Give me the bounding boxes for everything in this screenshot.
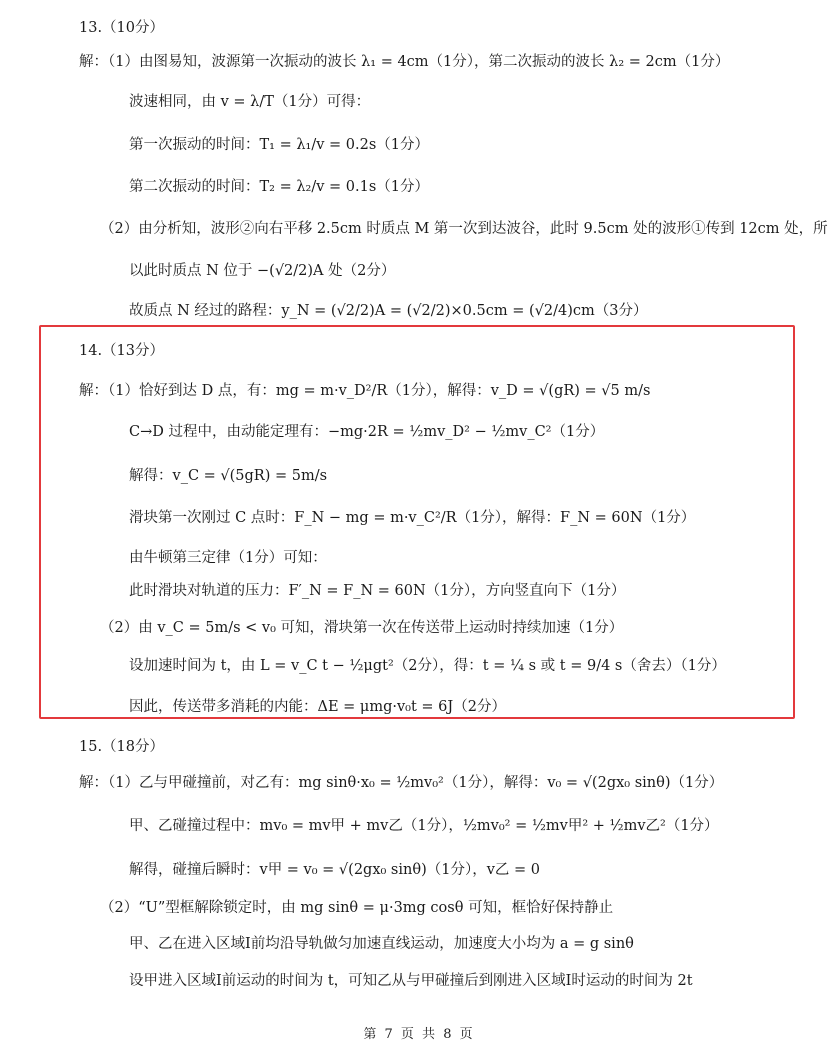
q14-line-6: 此时滑块对轨道的压力：F′_N = F_N = 60N（1分），方向竖直向下（1分） — [129, 583, 626, 599]
q13-line-2: 波速相同，由 v = λ/T（1分）可得： — [129, 94, 371, 110]
q14-line-2: C→D 过程中，由动能定理有：−mg·2R = ½mv_D² − ½mv_C²（1分） — [129, 424, 605, 440]
q15-header: 15.（18分） — [79, 739, 165, 755]
q14-line-3: 解得：v_C = √(5gR) = 5m/s — [129, 468, 328, 484]
q15-line-3: 解得，碰撞后瞬时：v甲 = v₀ = √(2gx₀ sinθ)（1分），v乙 = 0 — [129, 862, 540, 878]
q13-line-1: 解：（1）由图易知，波源第一次振动的波长 λ₁ = 4cm（1分），第二次振动的波长 λ₂ = 2cm（1分） — [79, 54, 730, 70]
q13-line-5: （2）由分析知，波形②向右平移 2.5cm 时质点 M 第一次到达波谷，此时 9.5cm 处的波形①传到 12cm 处，所 — [100, 221, 828, 237]
q14-line-4: 滑块第一次刚过 C 点时：F_N − mg = m·v_C²/R（1分），解得：F_N = 60N（1分） — [129, 510, 696, 526]
q13-header: 13.（10分） — [79, 20, 165, 36]
q15-line-1: 解：（1）乙与甲碰撞前，对乙有：mg sinθ·x₀ = ½mv₀²（1分），解得：v₀ = √(2gx₀ sinθ)（1分） — [79, 775, 724, 791]
q13-line-3: 第一次振动的时间：T₁ = λ₁/v = 0.2s（1分） — [129, 137, 430, 153]
page-number: 第 7 页 共 8 页 — [363, 1027, 475, 1042]
q14-line-1: 解：（1）恰好到达 D 点，有：mg = m·v_D²/R（1分），解得：v_D = √(gR) = √5 m/s — [79, 383, 651, 399]
q13-line-6: 以此时质点 N 位于 −(√2/2)A 处（2分） — [129, 263, 396, 279]
q15-line-5: 甲、乙在进入区域Ⅰ前均沿导轨做匀加速直线运动，加速度大小均为 a = g sinθ — [129, 936, 634, 952]
q13-line-7: 故质点 N 经过的路程：y_N = (√2/2)A = (√2/2)×0.5cm = (√2/4)cm（3分） — [129, 303, 648, 319]
q14-line-9: 因此，传送带多消耗的内能：ΔE = μmg·v₀t = 6J（2分） — [129, 699, 506, 715]
q14-line-5: 由牛顿第三定律（1分）可知： — [129, 550, 327, 566]
q13-line-4: 第二次振动的时间：T₂ = λ₂/v = 0.1s（1分） — [129, 179, 430, 195]
q15-line-6: 设甲进入区域Ⅰ前运动的时间为 t，可知乙从与甲碰撞后到刚进入区域Ⅰ时运动的时间为 2t — [129, 973, 693, 989]
q14-line-7: （2）由 v_C = 5m/s < v₀ 可知，滑块第一次在传送带上运动时持续加速（1分） — [100, 620, 624, 636]
q15-line-4: （2）“U”型框解除锁定时，由 mg sinθ = μ·3mg cosθ 可知，框恰好保持静止 — [100, 900, 614, 916]
q14-header: 14.（13分） — [79, 343, 165, 359]
q14-line-8: 设加速时间为 t，由 L = v_C t − ½μgt²（2分），得：t = ¼ s 或 t = 9/4 s（舍去）（1分） — [129, 658, 726, 674]
q15-line-2: 甲、乙碰撞过程中：mv₀ = mv甲 + mv乙（1分），½mv₀² = ½mv甲² + ½mv乙²（1分） — [129, 818, 719, 834]
